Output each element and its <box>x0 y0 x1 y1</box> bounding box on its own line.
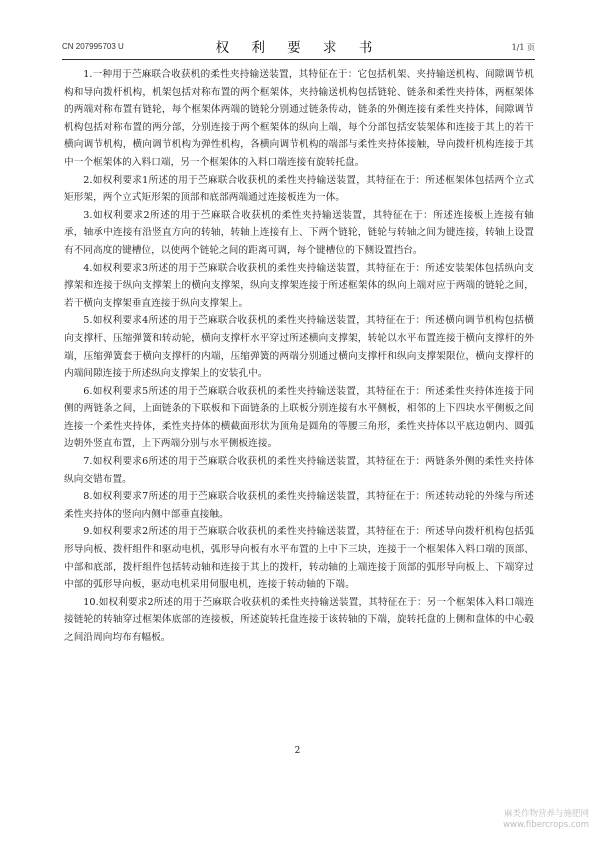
page-header <box>62 34 535 60</box>
claim-8: 8.如权利要求7所述的用于苎麻联合收获机的柔性夹持输送装置，其特征在于：所述转动轮的外缘与所述柔性夹持体的竖向内侧中部垂直接触。 <box>64 491 534 520</box>
claim-6: 6.如权利要求5所述的用于苎麻联合收获机的柔性夹持输送装置，其特征在于：所述柔性夹持体连接于同侧的两链条之间，上面链条的下联板和下面链条的上联板分别连接有水平侧板，相邻的上下四块水平侧板之间连接一个柔性夹持体，柔性夹持体的横截面形状为顶角是圆角的等腰三角形，柔性夹持体以平底边朝内、圆弧边朝外竖直布置，上下两端分别与水平侧板连接。 <box>64 385 534 450</box>
claim-5: 5.如权利要求4所述的用于苎麻联合收获机的柔性夹持输送装置，其特征在于：所述横向调节机构包括横向支撑杆、压缩弹簧和转动轮，横向支撑杆水平穿过所述横向支撑架，转轮以水平布置连接于横向支撑杆的外端，压缩弹簧套于横向支撑杆的内端，压缩弹簧的两端分别通过横向支撑杆和纵向支撑架限位，横向支撑杆的内端间隙连接于所述纵向支撑架上的安装孔中。 <box>64 315 534 380</box>
claim-9: 9.如权利要求2所述的用于苎麻联合收获机的柔性夹持输送装置，其特征在于：所述导向拨杆机构包括弧形导向板、拨杆组件和驱动电机，弧形导向板有水平布置的上中下三块，连接于一个框架体入料口端的顶部、中部和底部，拨杆组件包括转动轴和连接于其上的拨杆，转动轴的上端连接于顶部的弧形导向板上、下端穿过中部的弧形导向板，驱动电机采用伺服电机，连接于转动轴的下端。 <box>64 526 534 591</box>
document-title: 权 利 要 求 书 <box>215 40 382 56</box>
page-fraction: 1/1 页 <box>511 43 535 52</box>
watermark-site-name: 麻类作物营养与施肥网 <box>503 809 589 819</box>
header-divider <box>62 59 535 60</box>
watermark <box>503 809 589 831</box>
watermark-url: www.fibercrops.com <box>503 820 589 830</box>
claim-4: 4.如权利要求3所述的用于苎麻联合收获机的柔性夹持输送装置，其特征在于：所述安装架体包括纵向支撑架和连接于纵向支撑架上的横向支撑架，纵向支撑架连接于所述框架体的纵向上端对应于两端的链轮之间，若干横向支撑架垂直连接于纵向支撑架上。 <box>64 262 534 309</box>
publication-number: CN 207995703 U <box>62 42 124 51</box>
claims-body <box>64 66 534 647</box>
claim-3: 3.如权利要求2所述的用于苎麻联合收获机的柔性夹持输送装置，其特征在于：所述连接板上连接有轴承，轴承中连接有沿竖直方向的转轴，转轴上连接有上、下两个链轮，链轮与转轴之间为键连接，转轴上设置有不同高度的键槽位，以使两个链轮之间的距离可调，每个键槽位的下侧设置挡台。 <box>64 209 534 256</box>
claim-1: 1.一种用于苎麻联合收获机的柔性夹持输送装置，其特征在于：它包括机架、夹持输送机构、间隙调节机构和导向拨杆机构，机架包括对称布置的两个框架体，夹持输送机构包括链轮、链条和柔性夹持体，两框架体的两端对称布置有链轮，每个框架体两端的链轮分别通过链条传动，链条的外侧连接有柔性夹持体，间隙调节机构包括对称布置的两分部，分别连接于两个框架体的纵向上端，每个分部包括安装架体和连接于其上的若干横向调节机构，横向调节机构为弹性机构，各横向调节机构的端部与柔性夹持体接触，导向拨杆机构连接于其中一个框架体的入料口端，另一个框架体的入料口端连接有旋转托盘。 <box>64 69 534 168</box>
claim-10: 10.如权利要求2所述的用于苎麻联合收获机的柔性夹持输送装置，其特征在于：另一个框架体入料口端连接链轮的转轴穿过框架体底部的连接板，所述旋转托盘连接于该转轴的下端，旋转托盘的上侧和盘体的中心毂之间沿周向均布有幅板。 <box>64 596 534 643</box>
claim-2: 2.如权利要求1所述的用于苎麻联合收获机的柔性夹持输送装置，其特征在于：所述框架体包括两个立式矩形架，两个立式矩形架的顶部和底部两端通过连接板连为一体。 <box>64 174 534 204</box>
page-number: 2 <box>294 746 301 756</box>
claim-7: 7.如权利要求6所述的用于苎麻联合收获机的柔性夹持输送装置，其特征在于：两链条外侧的柔性夹持体纵向交错布置。 <box>64 456 534 485</box>
